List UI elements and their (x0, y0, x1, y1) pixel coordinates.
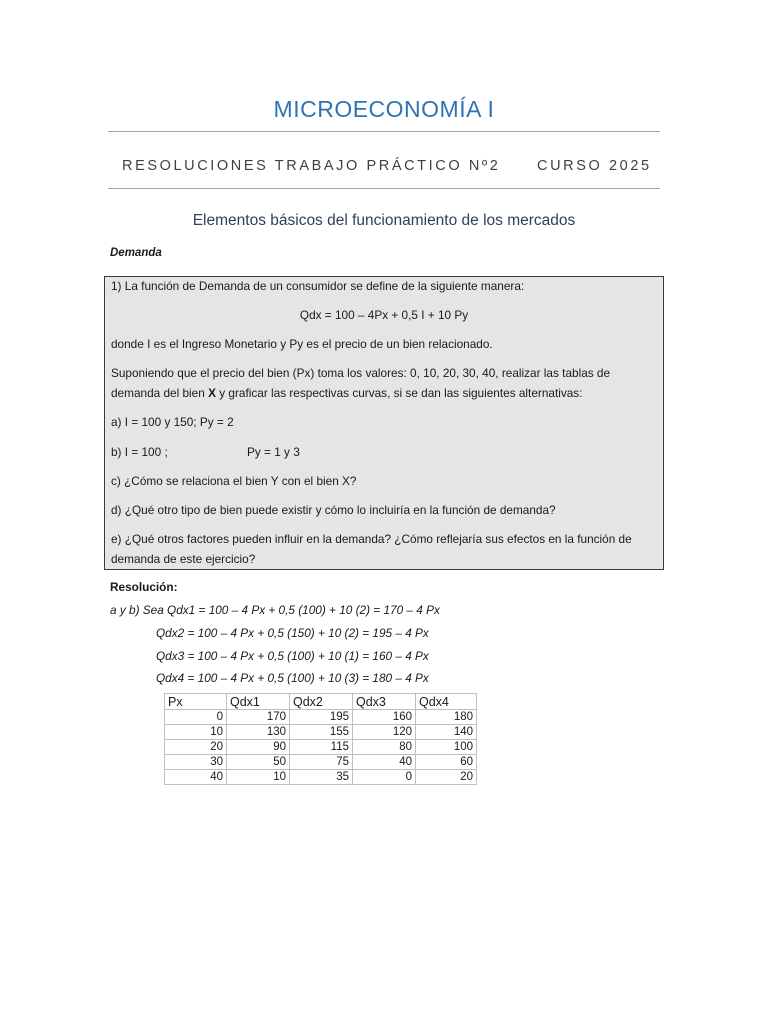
table-cell: 40 (353, 755, 416, 770)
problem-item-c: c) ¿Cómo se relaciona el bien Y con el bien X? (111, 474, 357, 488)
table-header-cell: Qdx1 (227, 694, 290, 710)
table-cell: 10 (227, 770, 290, 785)
problem-item-e1: e) ¿Qué otros factores pueden influir en la demanda? ¿Cómo reflejaría sus efectos en la función de (111, 532, 632, 546)
table-cell: 40 (165, 770, 227, 785)
table-cell: 90 (227, 740, 290, 755)
resolution-eq2: Qdx2 = 100 – 4 Px + 0,5 (150) + 10 (2) = 195 – 4 Px (156, 626, 429, 640)
table-cell: 140 (416, 725, 477, 740)
problem-suppose-a: Suponiendo que el precio del bien (Px) toma los valores: 0, 10, 20, 30, 40, realizar las tablas de (111, 366, 611, 380)
document-title: MICROECONOMÍA I (273, 96, 495, 122)
table-cell: 160 (353, 710, 416, 725)
table-row (165, 710, 477, 725)
resolution-eq3: Qdx3 = 100 – 4 Px + 0,5 (100) + 10 (1) = 160 – 4 Px (156, 649, 429, 663)
resolution-eq1: a y b) Sea Qdx1 = 100 – 4 Px + 0,5 (100) + 10 (2) = 170 – 4 Px (110, 603, 440, 617)
table-cell: 115 (290, 740, 353, 755)
table-cell: 180 (416, 710, 477, 725)
section-title: Elementos básicos del funcionamiento de los mercados (192, 212, 576, 229)
table-row (165, 770, 477, 785)
table-cell: 0 (353, 770, 416, 785)
problem-item-b-left: b) I = 100 ; (111, 445, 168, 459)
subtitle-divider (108, 188, 660, 189)
problem-line1: 1) La función de Demanda de un consumidor se define de la siguiente manera: (111, 279, 525, 293)
table-row (165, 755, 477, 770)
table-cell: 20 (416, 770, 477, 785)
table-cell: 130 (227, 725, 290, 740)
table-header-cell: Qdx2 (290, 694, 353, 710)
table-cell: 35 (290, 770, 353, 785)
table-cell: 20 (165, 740, 227, 755)
title-divider (108, 131, 660, 132)
table-cell: 120 (353, 725, 416, 740)
table-row (165, 740, 477, 755)
subtitle-right: CURSO 2025 (537, 158, 652, 174)
table-cell: 195 (290, 710, 353, 725)
table-cell: 170 (227, 710, 290, 725)
table-cell: 155 (290, 725, 353, 740)
table-cell: 0 (165, 710, 227, 725)
problem-where: donde I es el Ingreso Monetario y Py es el precio de un bien relacionado. (111, 337, 493, 351)
problem-box (104, 276, 664, 570)
table-cell: 80 (353, 740, 416, 755)
table-cell: 50 (227, 755, 290, 770)
problem-suppose-b2: y graficar las respectivas curvas, si se dan las siguientes alternativas: (215, 386, 583, 400)
table-cell: 60 (416, 755, 477, 770)
subsection-title: Demanda (110, 247, 162, 259)
subtitle-left: RESOLUCIONES TRABAJO PRÁCTICO Nº2 (122, 158, 501, 174)
problem-item-e2: demanda de este ejercicio? (111, 552, 256, 566)
problem-equation: Qdx = 100 – 4Px + 0,5 I + 10 Py (299, 308, 469, 322)
table-cell: 100 (416, 740, 477, 755)
table-row (165, 725, 477, 740)
table-header-row (165, 694, 477, 710)
table-header-cell: Qdx4 (416, 694, 477, 710)
problem-suppose-b1: demanda del bien (111, 386, 209, 400)
table-header-cell: Px (165, 694, 227, 710)
table-cell: 30 (165, 755, 227, 770)
table-header-cell: Qdx3 (353, 694, 416, 710)
demand-table (164, 693, 477, 785)
table-cell: 75 (290, 755, 353, 770)
resolution-label: Resolución: (110, 580, 178, 594)
table-cell: 10 (165, 725, 227, 740)
problem-suppose-bold: X (208, 386, 216, 400)
problem-item-a: a) I = 100 y 150; Py = 2 (111, 415, 234, 429)
resolution-eq4: Qdx4 = 100 – 4 Px + 0,5 (100) + 10 (3) = 180 – 4 Px (156, 671, 429, 685)
problem-suppose-b (111, 386, 582, 400)
problem-item-d: d) ¿Qué otro tipo de bien puede existir y cómo lo incluiría en la función de demanda? (111, 503, 556, 517)
problem-item-b-right: Py = 1 y 3 (247, 445, 300, 459)
